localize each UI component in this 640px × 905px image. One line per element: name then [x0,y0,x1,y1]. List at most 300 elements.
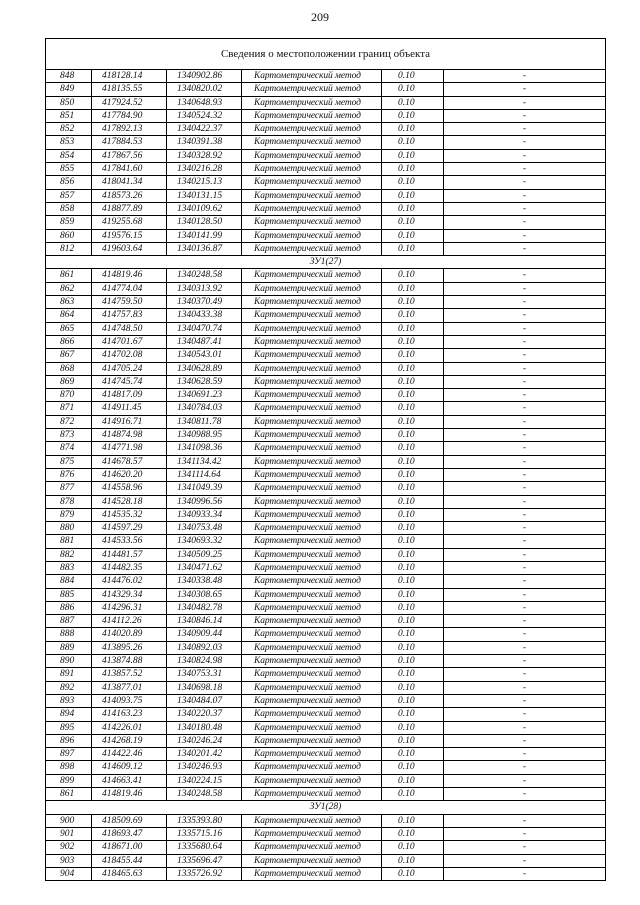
method-cell: Картометрический метод [242,189,382,202]
precision-cell: 0.10 [382,681,444,694]
method-cell: Картометрический метод [242,721,382,734]
table-row [46,508,606,521]
point-number-cell: 864 [46,309,92,322]
method-cell: Картометрический метод [242,136,382,149]
description-cell: - [444,641,606,654]
description-cell: - [444,774,606,787]
table-row [46,242,606,255]
y-coordinate-cell: 1340224.15 [167,774,242,787]
description-cell: - [444,734,606,747]
precision-cell: 0.10 [382,296,444,309]
description-cell: - [444,402,606,415]
table-row [46,495,606,508]
precision-cell: 0.10 [382,442,444,455]
y-coordinate-cell: 1335680.64 [167,841,242,854]
method-cell: Картометрический метод [242,508,382,521]
x-coordinate-cell: 414705.24 [92,362,167,375]
precision-cell: 0.10 [382,455,444,468]
precision-cell: 0.10 [382,601,444,614]
method-cell: Картометрический метод [242,109,382,122]
precision-cell: 0.10 [382,721,444,734]
x-coordinate-cell: 414558.96 [92,482,167,495]
point-number-cell: 903 [46,854,92,867]
x-coordinate-cell: 418041.34 [92,176,167,189]
precision-cell: 0.10 [382,468,444,481]
description-cell: - [444,149,606,162]
precision-cell: 0.10 [382,136,444,149]
point-number-cell: 884 [46,575,92,588]
y-coordinate-cell: 1340248.58 [167,269,242,282]
method-cell: Картометрический метод [242,668,382,681]
table-row [46,561,606,574]
point-number-cell: 879 [46,508,92,521]
y-coordinate-cell: 1340487.41 [167,335,242,348]
description-cell: - [444,854,606,867]
description-cell: - [444,335,606,348]
y-coordinate-cell: 1340543.01 [167,349,242,362]
x-coordinate-cell: 414748.50 [92,322,167,335]
point-number-cell: 859 [46,216,92,229]
y-coordinate-cell: 1340216.28 [167,163,242,176]
point-number-cell: 872 [46,415,92,428]
description-cell: - [444,867,606,880]
x-coordinate-cell: 414528.18 [92,495,167,508]
method-cell: Картометрический метод [242,242,382,255]
x-coordinate-cell: 419603.64 [92,242,167,255]
x-coordinate-cell: 414296.31 [92,601,167,614]
description-cell: - [444,708,606,721]
description-cell: - [444,83,606,96]
table-row [46,694,606,707]
y-coordinate-cell: 1340824.98 [167,655,242,668]
x-coordinate-cell: 414620.20 [92,468,167,481]
method-cell: Картометрический метод [242,748,382,761]
precision-cell: 0.10 [382,83,444,96]
method-cell: Картометрический метод [242,282,382,295]
method-cell: Картометрический метод [242,628,382,641]
description-cell: - [444,269,606,282]
point-number-cell: 874 [46,442,92,455]
table-row [46,309,606,322]
y-coordinate-cell: 1340509.25 [167,548,242,561]
point-number-cell: 898 [46,761,92,774]
description-cell: - [444,615,606,628]
description-cell: - [444,628,606,641]
table-row [46,136,606,149]
point-number-cell: 848 [46,70,92,83]
point-number-cell: 882 [46,548,92,561]
method-cell: Картометрический метод [242,362,382,375]
table-row [46,415,606,428]
point-number-cell: 851 [46,109,92,122]
description-cell: - [444,429,606,442]
method-cell: Картометрический метод [242,495,382,508]
method-cell: Картометрический метод [242,83,382,96]
table-row [46,628,606,641]
table-row [46,389,606,402]
description-cell: - [444,322,606,335]
x-coordinate-cell: 414535.32 [92,508,167,521]
table-row [46,83,606,96]
point-number-cell: 895 [46,721,92,734]
precision-cell: 0.10 [382,349,444,362]
point-number-cell: 899 [46,774,92,787]
precision-cell: 0.10 [382,70,444,83]
x-coordinate-cell: 414819.46 [92,788,167,801]
table-row [46,429,606,442]
description-cell: - [444,561,606,574]
precision-cell: 0.10 [382,176,444,189]
x-coordinate-cell: 419576.15 [92,229,167,242]
x-coordinate-cell: 418128.14 [92,70,167,83]
table-row [46,189,606,202]
precision-cell: 0.10 [382,548,444,561]
table-row [46,229,606,242]
method-cell: Картометрический метод [242,694,382,707]
description-cell: - [444,827,606,840]
x-coordinate-cell: 414597.29 [92,522,167,535]
y-coordinate-cell: 1340215.13 [167,176,242,189]
page-number: 209 [311,10,329,24]
point-number-cell: 870 [46,389,92,402]
y-coordinate-cell: 1340131.15 [167,189,242,202]
y-coordinate-cell: 1340820.02 [167,83,242,96]
y-coordinate-cell: 1340338.48 [167,575,242,588]
y-coordinate-cell: 1340753.31 [167,668,242,681]
description-cell: - [444,694,606,707]
point-number-cell: 873 [46,429,92,442]
table-row [46,588,606,601]
table-row [46,322,606,335]
y-coordinate-cell: 1340784.03 [167,402,242,415]
point-number-cell: 856 [46,176,92,189]
table-row [46,601,606,614]
method-cell: Картометрический метод [242,601,382,614]
precision-cell: 0.10 [382,216,444,229]
x-coordinate-cell: 417884.53 [92,136,167,149]
section-row [46,256,606,269]
point-number-cell: 889 [46,641,92,654]
method-cell: Картометрический метод [242,468,382,481]
description-cell: - [444,349,606,362]
point-number-cell: 858 [46,202,92,215]
table-row [46,615,606,628]
y-coordinate-cell: 1340180.48 [167,721,242,734]
precision-cell: 0.10 [382,482,444,495]
method-cell: Картометрический метод [242,216,382,229]
x-coordinate-cell: 414020.89 [92,628,167,641]
description-cell: - [444,548,606,561]
x-coordinate-cell: 417841.60 [92,163,167,176]
point-number-cell: 865 [46,322,92,335]
method-cell: Картометрический метод [242,548,382,561]
precision-cell: 0.10 [382,109,444,122]
precision-cell: 0.10 [382,827,444,840]
table-row [46,641,606,654]
precision-cell: 0.10 [382,708,444,721]
method-cell: Картометрический метод [242,442,382,455]
method-cell: Картометрический метод [242,163,382,176]
y-coordinate-cell: 1340846.14 [167,615,242,628]
description-cell: - [444,70,606,83]
x-coordinate-cell: 413857.52 [92,668,167,681]
table-row [46,216,606,229]
x-coordinate-cell: 414757.83 [92,309,167,322]
method-cell: Картометрический метод [242,429,382,442]
x-coordinate-cell: 414481.57 [92,548,167,561]
precision-cell: 0.10 [382,309,444,322]
description-cell: - [444,522,606,535]
section-row [46,801,606,814]
table-title-row [46,39,606,70]
y-coordinate-cell: 1340248.58 [167,788,242,801]
point-number-cell: 896 [46,734,92,747]
precision-cell: 0.10 [382,495,444,508]
y-coordinate-cell: 1340693.32 [167,535,242,548]
method-cell: Картометрический метод [242,814,382,827]
precision-cell: 0.10 [382,123,444,136]
x-coordinate-cell: 414759.50 [92,296,167,309]
method-cell: Картометрический метод [242,641,382,654]
precision-cell: 0.10 [382,814,444,827]
y-coordinate-cell: 1340524.32 [167,109,242,122]
y-coordinate-cell: 1340328.92 [167,149,242,162]
table-row [46,774,606,787]
x-coordinate-cell: 419255.68 [92,216,167,229]
y-coordinate-cell: 1340246.93 [167,761,242,774]
description-cell: - [444,495,606,508]
description-cell: - [444,442,606,455]
precision-cell: 0.10 [382,149,444,162]
precision-cell: 0.10 [382,522,444,535]
method-cell: Картометрический метод [242,202,382,215]
method-cell: Картометрический метод [242,841,382,854]
x-coordinate-cell: 418693.47 [92,827,167,840]
y-coordinate-cell: 1340128.50 [167,216,242,229]
precision-cell: 0.10 [382,415,444,428]
description-cell: - [444,814,606,827]
description-cell: - [444,721,606,734]
method-cell: Картометрический метод [242,389,382,402]
y-coordinate-cell: 1335696.47 [167,854,242,867]
table-row [46,788,606,801]
point-number-cell: 888 [46,628,92,641]
table-row [46,548,606,561]
table-row [46,814,606,827]
method-cell: Картометрический метод [242,867,382,880]
point-number-cell: 897 [46,748,92,761]
x-coordinate-cell: 414771.98 [92,442,167,455]
x-coordinate-cell: 413895.26 [92,641,167,654]
point-number-cell: 880 [46,522,92,535]
point-number-cell: 890 [46,655,92,668]
y-coordinate-cell: 1340482.78 [167,601,242,614]
point-number-cell: 849 [46,83,92,96]
y-coordinate-cell: 1335726.92 [167,867,242,880]
description-cell: - [444,136,606,149]
description-cell: - [444,748,606,761]
point-number-cell: 867 [46,349,92,362]
point-number-cell: 868 [46,362,92,375]
x-coordinate-cell: 417924.52 [92,96,167,109]
y-coordinate-cell: 1340470.74 [167,322,242,335]
precision-cell: 0.10 [382,761,444,774]
y-coordinate-cell: 1340628.89 [167,362,242,375]
description-cell: - [444,482,606,495]
x-coordinate-cell: 413877.01 [92,681,167,694]
table-title: Сведения о местоположении границ объекта [46,39,606,70]
table-row [46,362,606,375]
description-cell: - [444,202,606,215]
precision-cell: 0.10 [382,841,444,854]
point-number-cell: 877 [46,482,92,495]
x-coordinate-cell: 414911.45 [92,402,167,415]
method-cell: Картометрический метод [242,309,382,322]
y-coordinate-cell: 1335715.16 [167,827,242,840]
method-cell: Картометрический метод [242,561,382,574]
precision-cell: 0.10 [382,535,444,548]
method-cell: Картометрический метод [242,788,382,801]
x-coordinate-cell: 414329.34 [92,588,167,601]
y-coordinate-cell: 1340246.24 [167,734,242,747]
table-row [46,202,606,215]
point-number-cell: 860 [46,229,92,242]
point-number-cell: 886 [46,601,92,614]
table-row [46,455,606,468]
y-coordinate-cell: 1341114.64 [167,468,242,481]
precision-cell: 0.10 [382,734,444,747]
y-coordinate-cell: 1340484.07 [167,694,242,707]
method-cell: Картометрический метод [242,149,382,162]
x-coordinate-cell: 414163.23 [92,708,167,721]
x-coordinate-cell: 418509.69 [92,814,167,827]
x-coordinate-cell: 414226.01 [92,721,167,734]
x-coordinate-cell: 414916.71 [92,415,167,428]
method-cell: Картометрический метод [242,761,382,774]
point-number-cell: 852 [46,123,92,136]
y-coordinate-cell: 1340753.48 [167,522,242,535]
y-coordinate-cell: 1340471.62 [167,561,242,574]
precision-cell: 0.10 [382,375,444,388]
y-coordinate-cell: 1340308.65 [167,588,242,601]
table-row [46,535,606,548]
y-coordinate-cell: 1340313.92 [167,282,242,295]
x-coordinate-cell: 417784.90 [92,109,167,122]
y-coordinate-cell: 1340996.56 [167,495,242,508]
method-cell: Картометрический метод [242,176,382,189]
table-row [46,375,606,388]
y-coordinate-cell: 1340909.44 [167,628,242,641]
precision-cell: 0.10 [382,322,444,335]
description-cell: - [444,668,606,681]
precision-cell: 0.10 [382,655,444,668]
point-number-cell: 904 [46,867,92,880]
point-number-cell: 853 [46,136,92,149]
description-cell: - [444,601,606,614]
description-cell: - [444,841,606,854]
table-row [46,335,606,348]
precision-cell: 0.10 [382,362,444,375]
section-label: ЗУ1(27) [46,256,606,269]
description-cell: - [444,468,606,481]
x-coordinate-cell: 414702.08 [92,349,167,362]
point-number-cell: 881 [46,535,92,548]
x-coordinate-cell: 414819.46 [92,269,167,282]
x-coordinate-cell: 414745.74 [92,375,167,388]
method-cell: Картометрический метод [242,123,382,136]
description-cell: - [444,415,606,428]
table-row [46,468,606,481]
table-row [46,163,606,176]
description-cell: - [444,176,606,189]
precision-cell: 0.10 [382,641,444,654]
description-cell: - [444,362,606,375]
precision-cell: 0.10 [382,202,444,215]
point-number-cell: 861 [46,269,92,282]
description-cell: - [444,761,606,774]
description-cell: - [444,123,606,136]
method-cell: Картометрический метод [242,402,382,415]
description-cell: - [444,242,606,255]
y-coordinate-cell: 1340628.59 [167,375,242,388]
precision-cell: 0.10 [382,242,444,255]
table-row [46,575,606,588]
precision-cell: 0.10 [382,788,444,801]
y-coordinate-cell: 1335393.80 [167,814,242,827]
table-row [46,269,606,282]
x-coordinate-cell: 414678.57 [92,455,167,468]
point-number-cell: 869 [46,375,92,388]
precision-cell: 0.10 [382,588,444,601]
precision-cell: 0.10 [382,189,444,202]
point-number-cell: 894 [46,708,92,721]
method-cell: Картометрический метод [242,708,382,721]
x-coordinate-cell: 414817.09 [92,389,167,402]
y-coordinate-cell: 1340109.62 [167,202,242,215]
description-cell: - [444,588,606,601]
method-cell: Картометрический метод [242,575,382,588]
table-row [46,70,606,83]
precision-cell: 0.10 [382,269,444,282]
y-coordinate-cell: 1340698.18 [167,681,242,694]
precision-cell: 0.10 [382,163,444,176]
point-number-cell: 875 [46,455,92,468]
method-cell: Картометрический метод [242,455,382,468]
x-coordinate-cell: 414701.67 [92,335,167,348]
x-coordinate-cell: 418877.89 [92,202,167,215]
point-number-cell: 901 [46,827,92,840]
point-number-cell: 887 [46,615,92,628]
table-row [46,761,606,774]
method-cell: Картометрический метод [242,375,382,388]
table-row [46,867,606,880]
precision-cell: 0.10 [382,508,444,521]
point-number-cell: 861 [46,788,92,801]
point-number-cell: 900 [46,814,92,827]
description-cell: - [444,189,606,202]
precision-cell: 0.10 [382,282,444,295]
point-number-cell: 902 [46,841,92,854]
y-coordinate-cell: 1340201.42 [167,748,242,761]
table-row [46,827,606,840]
description-cell: - [444,508,606,521]
method-cell: Картометрический метод [242,482,382,495]
precision-cell: 0.10 [382,575,444,588]
table-row [46,282,606,295]
description-cell: - [444,296,606,309]
precision-cell: 0.10 [382,561,444,574]
point-number-cell: 854 [46,149,92,162]
